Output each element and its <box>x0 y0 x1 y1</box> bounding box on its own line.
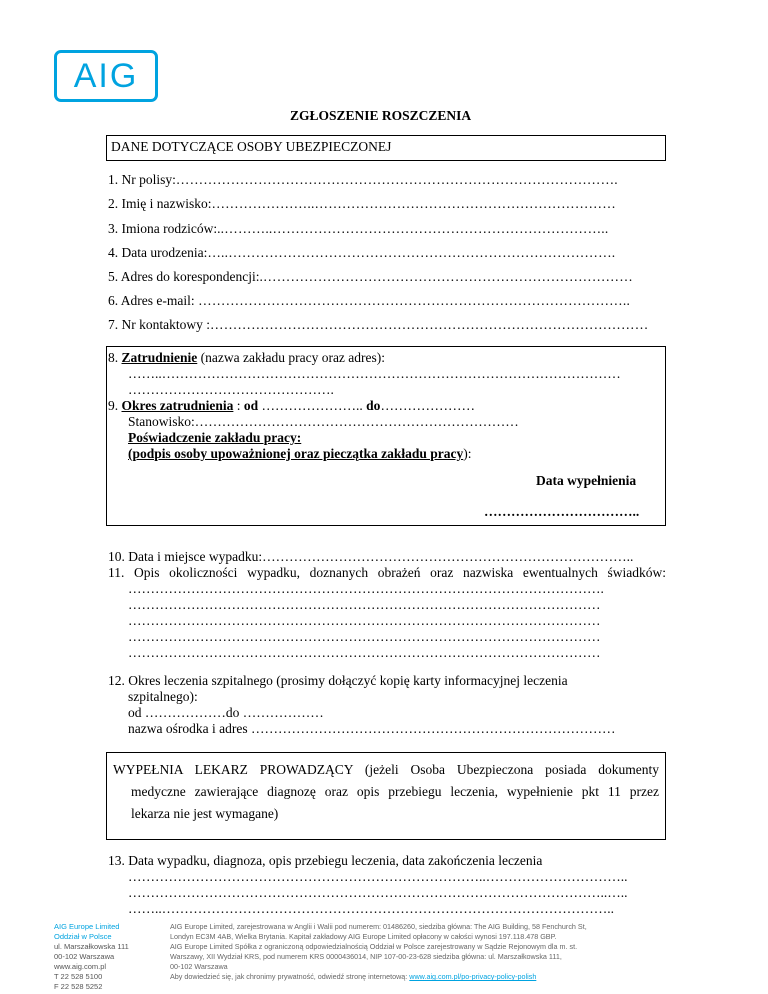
item-number: 9. <box>108 398 119 413</box>
fill-date-label: Data wypełnienia <box>536 473 637 488</box>
item-10-dots: ……………………………………………………………………….. <box>262 549 634 564</box>
field-parents-names[interactable] <box>108 221 608 237</box>
employer-certificate-label: Poświadczenie zakładu pracy: <box>128 430 302 445</box>
item-11-line-5[interactable]: …………………………………………………………………………………………… <box>128 645 601 660</box>
item-9-employment-period[interactable] <box>108 398 475 414</box>
item-11-line-4[interactable]: …………………………………………………………………………………………… <box>128 629 601 644</box>
doctor-notice-box <box>106 752 666 840</box>
doctor-notice-line-3: lekarza nie jest wymagane) <box>131 806 279 821</box>
item-11-line-2[interactable]: …………………………………………………………………………………………… <box>128 597 601 612</box>
aig-logo <box>54 50 158 102</box>
period-label: Okres zatrudnienia <box>121 398 234 413</box>
footer-branch: Oddział w Polsce <box>54 932 112 941</box>
field-email[interactable] <box>108 293 630 309</box>
footer-city: 00-102 Warszawa <box>54 952 115 961</box>
footer-legal-line-2: Londyn EC3M 4AB, Wielka Brytania. Kapitał zakładowy AIG Europe Limited opłacony w całości wynosi 197.118.478 GBP. <box>170 932 557 941</box>
field-dots: ………………………………………………………………………………….. <box>194 293 631 308</box>
item-10-label: 10. Data i miejsce wypadku: <box>108 549 263 564</box>
footer-company-name: AIG Europe Limited <box>54 922 120 931</box>
employment-line-1[interactable]: ……..………………………………………………………………………………………… <box>128 366 621 381</box>
section-heading-text: DANE DOTYCZĄCE OSOBY UBEZPIECZONEJ <box>111 139 392 154</box>
item-8-employment <box>108 350 385 366</box>
to-dots: ………………… <box>380 398 475 413</box>
field-full-name[interactable] <box>108 196 616 212</box>
insured-person-heading <box>106 135 666 161</box>
footer-legal-info <box>170 922 730 982</box>
field-dots: …..…………………………………………………………………………. <box>207 245 616 260</box>
item-13-line-1[interactable]: ……………………………………………………………………..………………………….. <box>128 869 628 884</box>
to-label: do <box>366 398 381 413</box>
footer-legal-line-1: AIG Europe Limited, zarejestrowana w Anglii i Walii pod numerem: 01486260, siedziba główna: The AIG Building, 58 Fenchurch St, <box>170 922 587 931</box>
employment-label: Zatrudnienie <box>121 350 198 365</box>
item-13-line-2[interactable]: ……………………………………………………………………………………………..….. <box>128 885 628 900</box>
field-policy-number[interactable] <box>108 172 618 188</box>
item-number: 8. <box>108 350 119 365</box>
facility-label: nazwa ośrodka i adres <box>128 721 248 736</box>
footer-fax: F 22 528 5252 <box>54 982 103 991</box>
item-13-line-3[interactable]: ……..……………………………………………………………………………………….. <box>128 901 614 916</box>
item-12-label-line-2: szpitalnego): <box>128 689 198 704</box>
footer-street: ul. Marszałkowska 111 <box>54 942 129 951</box>
field-dots: ……………………………………………………………………………………. <box>175 172 618 187</box>
field-dots: .……………………………………………………………………… <box>259 269 633 284</box>
field-dots: ..………..……………………………………………………………….. <box>217 221 609 236</box>
separator: : <box>233 398 244 413</box>
privacy-text: Aby dowiedzieć się, jak chronimy prywatność, odwiedź stronę internetową: <box>170 972 410 981</box>
employment-line-2[interactable]: ………………………………………. <box>128 382 334 397</box>
position-label: Stanowisko: <box>128 414 195 429</box>
signature-note-text: (podpis osoby upoważnionej oraz pieczątka zakładu pracy <box>128 446 464 461</box>
logo-text: AIG <box>73 57 139 95</box>
footer-legal-line-3: AIG Europe Limited Spółka z ograniczoną odpowiedzialnością Oddział w Polsce zarejestrowany w Sądzie Rejonowym dla m. st. <box>170 942 578 951</box>
employment-label-rest: (nazwa zakładu pracy oraz adres): <box>197 350 386 365</box>
field-label: 7. Nr kontaktowy : <box>108 317 210 332</box>
field-label: 2. Imię i nazwisko: <box>108 196 212 211</box>
from-dots: ………………….. <box>258 398 367 413</box>
footer-legal-line-5: 00-102 Warszawa <box>170 962 228 971</box>
item-11-label: 11. Opis okoliczności wypadku, doznanych obrażeń oraz nazwiska ewentualnych świadków: <box>108 565 666 580</box>
field-contact-number[interactable] <box>108 317 648 333</box>
doctor-notice-line-1: WYPEŁNIA LEKARZ PROWADZĄCY (jeżeli Osoba Ubezpieczona posiada dokumenty <box>113 762 659 777</box>
field-dots: …………………………………………………………………………………… <box>210 317 649 332</box>
item-11-line-3[interactable]: …………………………………………………………………………………………… <box>128 613 601 628</box>
position-field[interactable] <box>128 414 519 430</box>
signature-note <box>128 446 472 462</box>
item-12-label-line-1: 12. Okres leczenia szpitalnego (prosimy dołączyć kopię karty informacyjnej leczenia <box>108 673 568 688</box>
footer-phone: T 22 528 5100 <box>54 972 103 981</box>
fill-date-dots[interactable]: …………………………….. <box>484 504 640 519</box>
item-13-label: 13. Data wypadku, diagnoza, opis przebiegu leczenia, data zakończenia leczenia <box>108 853 543 868</box>
from-label: od <box>128 705 142 720</box>
item-11-line-1[interactable]: ……………………………………………………………………………………………. <box>128 581 604 596</box>
footer-legal-line-4: Warszawy, XII Wydział KRS, pod numerem KRS 0000436014, NIP 107-00-23-628 siedziba główna: ul. Marszałkowska 111, <box>170 952 562 961</box>
doctor-notice-line-2: medyczne zawierające diagnozę oraz opis przebiegu leczenia, wypełnienie pkt 11 przez <box>131 784 659 799</box>
position-dots: ……………………………………………………………… <box>194 414 519 429</box>
hospital-period-field[interactable] <box>128 705 324 721</box>
field-label: 6. Adres e-mail: <box>108 293 195 308</box>
privacy-policy-link[interactable]: www.aig.com.pl/po-privacy-policy-polish <box>409 972 537 981</box>
item-10-accident-date-place[interactable] <box>108 549 633 565</box>
field-birth-date[interactable] <box>108 245 615 261</box>
field-label: 4. Data urodzenia: <box>108 245 208 260</box>
field-label: 5. Adres do korespondencji: <box>108 269 260 284</box>
field-label: 3. Imiona rodziców: <box>108 221 218 236</box>
signature-note-close: ): <box>463 446 472 461</box>
facility-dots: ……………………………………………………………………… <box>247 721 616 736</box>
period-dots: ………………do ……………… <box>141 705 324 720</box>
footer-privacy-line <box>170 972 730 982</box>
field-dots: …………………..………………………………………………………… <box>211 196 616 211</box>
from-label: od <box>243 398 259 413</box>
hospital-facility-field[interactable] <box>128 721 615 737</box>
footer-web[interactable]: www.aig.com.pl <box>54 962 107 971</box>
field-correspondence-address[interactable] <box>108 269 633 285</box>
field-label: 1. Nr polisy: <box>108 172 176 187</box>
footer-company-info <box>54 922 129 992</box>
page-title: ZGŁOSZENIE ROSZCZENIA <box>290 108 472 123</box>
